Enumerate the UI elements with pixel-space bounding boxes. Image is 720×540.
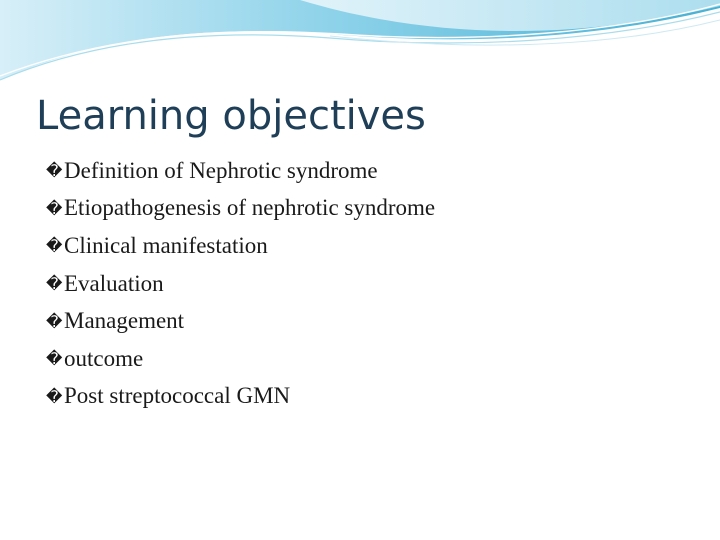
bullet-icon: � <box>46 311 63 331</box>
bullet-text: Management <box>64 308 185 334</box>
bullet-text: Evaluation <box>64 270 164 296</box>
bullet-list <box>46 152 435 415</box>
bullet-text: outcome <box>64 345 144 371</box>
list-item <box>46 378 435 416</box>
bullet-icon: � <box>46 198 63 218</box>
bullet-icon: � <box>46 236 63 256</box>
list-item <box>46 152 435 190</box>
bullet-icon: � <box>46 161 63 181</box>
bullet-icon: � <box>46 349 63 369</box>
list-item <box>46 190 435 228</box>
bullet-text: Post streptococcal GMN <box>64 383 291 409</box>
decorative-wave-header <box>0 0 720 90</box>
list-item <box>46 340 435 378</box>
bullet-text: Etiopathogenesis of nephrotic syndrome <box>64 195 436 221</box>
bullet-text: Clinical manifestation <box>64 232 268 258</box>
bullet-text: Definition of Nephrotic syndrome <box>64 157 378 183</box>
bullet-icon: � <box>46 386 63 406</box>
list-item <box>46 265 435 303</box>
list-item <box>46 302 435 340</box>
list-item <box>46 227 435 265</box>
bullet-icon: � <box>46 274 63 294</box>
slide-title: Learning objectives <box>36 93 426 139</box>
